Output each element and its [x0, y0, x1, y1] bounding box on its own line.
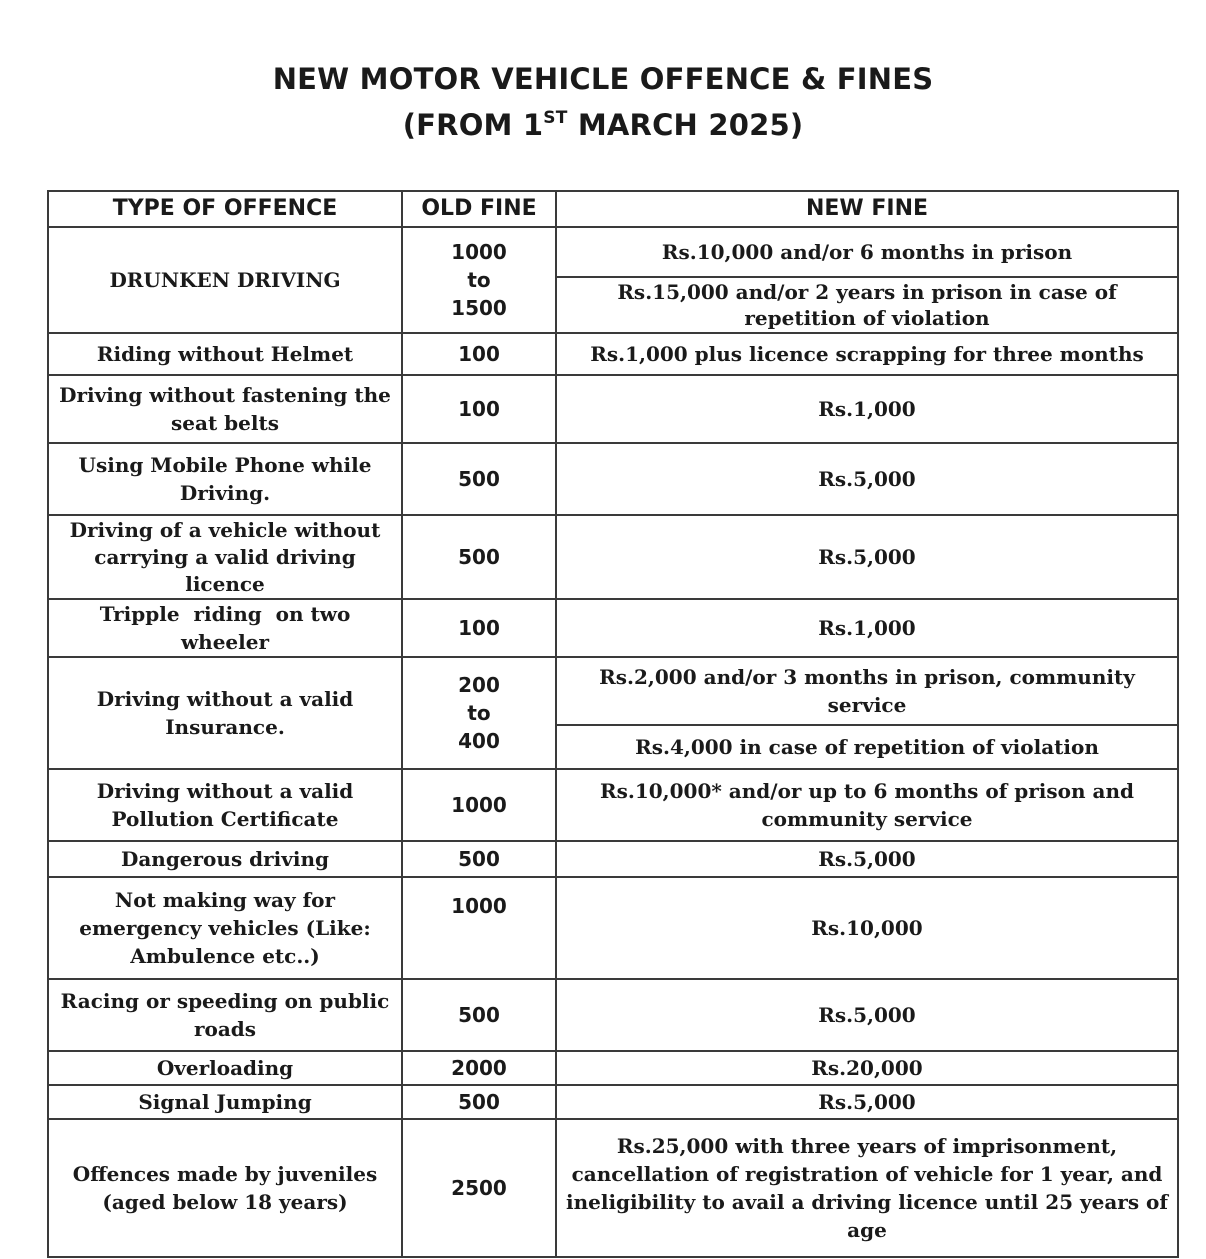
header-offence: TYPE OF OFFENCE: [48, 191, 402, 227]
new-fine-cell: Rs.1,000: [556, 599, 1178, 657]
new-fine-cell: Rs.5,000: [556, 979, 1178, 1051]
page-title: NEW MOTOR VEHICLE OFFENCE & FINES: [272, 62, 934, 96]
offence-cell: Driving without fastening the seat belts: [48, 375, 402, 443]
table-row: [48, 333, 1178, 375]
offence-cell: Dangerous driving: [48, 841, 402, 877]
offence-cell: DRUNKEN DRIVING: [48, 227, 402, 333]
old-fine-cell: 500: [402, 515, 556, 599]
new-fine-cell: Rs.20,000: [556, 1051, 1178, 1085]
table-row: [48, 227, 1178, 277]
old-fine-line: to: [467, 701, 491, 725]
table-row: [48, 979, 1178, 1051]
offence-cell: Tripple riding on two wheeler: [48, 599, 402, 657]
new-fine-cell: Rs.5,000: [556, 1085, 1178, 1119]
new-fine-cell: Rs.5,000: [556, 443, 1178, 515]
offence-cell: Using Mobile Phone while Driving.: [48, 443, 402, 515]
fines-table: [47, 190, 1179, 1258]
old-fine-cell: 1000: [402, 769, 556, 841]
table-header-row: [48, 191, 1178, 227]
old-fine-cell: 100: [402, 375, 556, 443]
offence-cell: Driving without a valid Insurance.: [48, 657, 402, 769]
old-fine-cell: [402, 227, 556, 333]
offence-cell: Signal Jumping: [48, 1085, 402, 1119]
header-old-fine: OLD FINE: [402, 191, 556, 227]
old-fine-cell: 2000: [402, 1051, 556, 1085]
new-fine-cell: Rs.5,000: [556, 515, 1178, 599]
table-row: [48, 1119, 1178, 1257]
table-row: [48, 1051, 1178, 1085]
table-row: [48, 375, 1178, 443]
old-fine-cell: [402, 657, 556, 769]
new-fine-cell: Rs.4,000 in case of repetition of violation: [556, 725, 1178, 769]
table-row: [48, 877, 1178, 979]
new-fine-cell: Rs.15,000 and/or 2 years in prison in case of repetition of violation: [556, 277, 1178, 333]
old-fine-cell: 100: [402, 599, 556, 657]
new-fine-cell: Rs.5,000: [556, 841, 1178, 877]
old-fine-line: to: [467, 268, 491, 292]
subtitle-superscript: ST: [543, 108, 568, 128]
page-subtitle: [0, 108, 1206, 142]
subtitle-prefix: (FROM 1: [402, 108, 544, 142]
offence-cell: Not making way for emergency vehicles (Like: Ambulence etc..): [48, 877, 402, 979]
offence-cell: Racing or speeding on public roads: [48, 979, 402, 1051]
new-fine-cell: Rs.2,000 and/or 3 months in prison, community service: [556, 657, 1178, 725]
old-fine-line: 400: [458, 729, 500, 753]
offence-cell: Offences made by juveniles (aged below 18 years): [48, 1119, 402, 1257]
old-fine-cell: 2500: [402, 1119, 556, 1257]
offence-cell: Driving of a vehicle without carrying a valid driving licence: [48, 515, 402, 599]
table-row: [48, 443, 1178, 515]
subtitle-suffix: MARCH 2025): [567, 108, 804, 142]
new-fine-cell: Rs.10,000: [556, 877, 1178, 979]
old-fine-line: 1000: [451, 240, 507, 264]
header-new-fine: NEW FINE: [556, 191, 1178, 227]
old-fine-cell: 1000: [402, 877, 556, 979]
old-fine-cell: 500: [402, 443, 556, 515]
old-fine-line: 200: [458, 673, 500, 697]
old-fine-cell: 500: [402, 979, 556, 1051]
old-fine-cell: 500: [402, 841, 556, 877]
new-fine-cell: Rs.10,000 and/or 6 months in prison: [556, 227, 1178, 277]
new-fine-cell: Rs.1,000 plus licence scrapping for three months: [556, 333, 1178, 375]
table-row: [48, 515, 1178, 599]
new-fine-cell: Rs.1,000: [556, 375, 1178, 443]
old-fine-cell: 100: [402, 333, 556, 375]
table-row: [48, 599, 1178, 657]
table-row: [48, 769, 1178, 841]
table-row: [48, 1085, 1178, 1119]
offence-cell: Overloading: [48, 1051, 402, 1085]
new-fine-cell: Rs.10,000* and/or up to 6 months of prison and community service: [556, 769, 1178, 841]
new-fine-cell: Rs.25,000 with three years of imprisonment, cancellation of registration of vehicle for 1 year, and ineligibility to avail a driving licence until 25 years of age: [556, 1119, 1178, 1257]
table-row: [48, 841, 1178, 877]
offence-cell: Riding without Helmet: [48, 333, 402, 375]
old-fine-cell: 500: [402, 1085, 556, 1119]
offence-cell: Driving without a valid Pollution Certificate: [48, 769, 402, 841]
table-row: [48, 657, 1178, 725]
old-fine-line: 1500: [451, 296, 507, 320]
